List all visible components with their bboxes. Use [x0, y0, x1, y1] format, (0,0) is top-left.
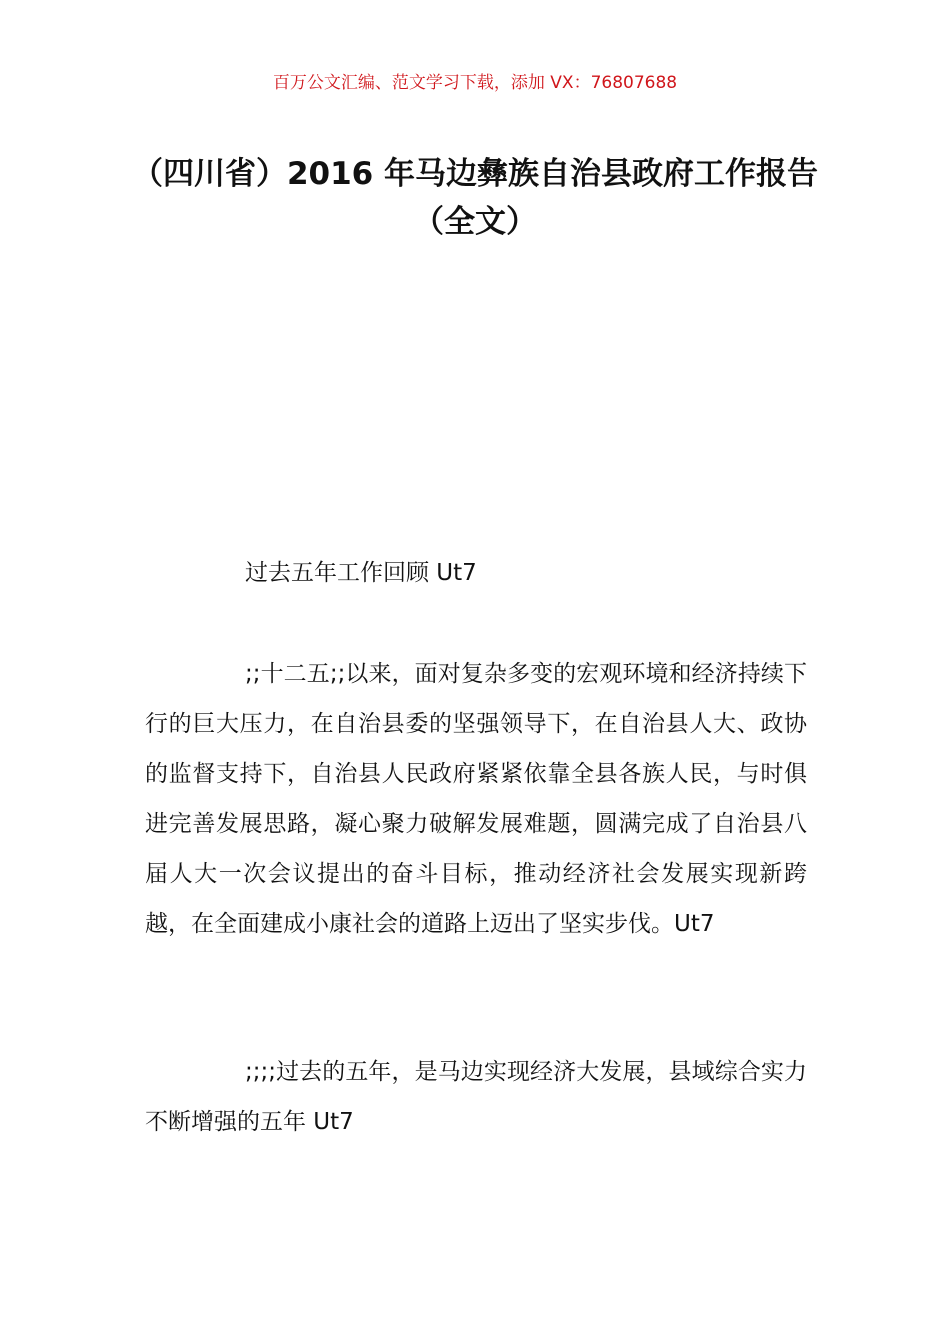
body-paragraph-1: ;;十二五;;以来，面对复杂多变的宏观环境和经济持续下行的巨大压力，在自治县委的坚强领导下，在自治县人大、政协的监督支持下，自治县人民政府紧紧依靠全县各族人民，与时俱进完善发展思路，凝心聚力破解发展难题，圆满完成了自治县八届人大一次会议提出的奋斗目标，推动经济社会发展实现新跨越，在全面建成小康社会的道路上迈出了坚实步伐。Ut7: [145, 661, 807, 937]
watermark-header-note: 百万公文汇编、范文学习下载，添加 VX：76807688: [272, 73, 678, 93]
body-paragraph-2: ;;;;过去的五年，是马边实现经济大发展，县域综合实力不断增强的五年 Ut7: [145, 1059, 807, 1135]
section-heading: 过去五年工作回顾 Ut7: [245, 560, 477, 586]
document-title: （四川省）2016 年马边彝族自治县政府工作报告（全文）: [131, 156, 819, 240]
